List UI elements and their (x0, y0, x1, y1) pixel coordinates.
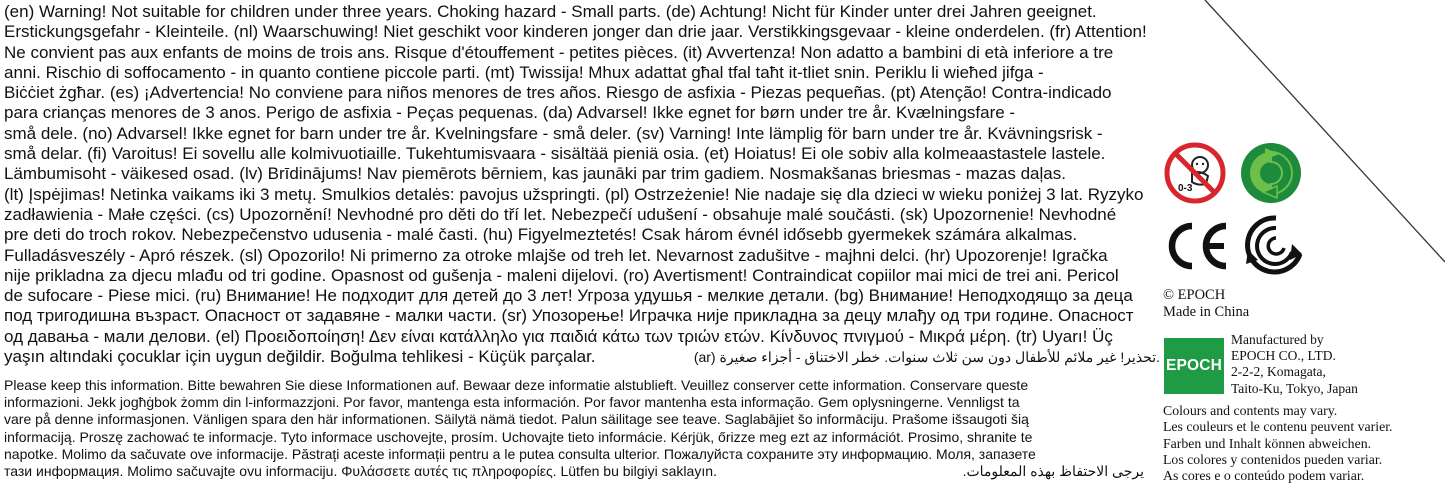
keep-line: Please keep this information. Bitte bewahren Sie diese Informationen auf. Bewaar deze informatie alstublieft. Veuillez conserver cette information. Conservare queste (4, 377, 1029, 393)
warning-line: Lämbumisoht - väikesed osad. (lv) Brīdinājums! Nav piemērots bērniem, kas jaunāki par trim gadiem. Nosmakšanas briesmas - mazas daļas. (4, 164, 1066, 184)
warning-line: (en) Warning! Not suitable for children under three years. Choking hazard - Small parts. (de) Achtung! Nicht für Kinder unter drei Jahren geeignet. (4, 2, 1097, 21)
ce-mark-text: CE (1162, 220, 1164, 221)
warning-line: Erstickungsgefahr - Kleinteile. (nl) Waarschuwing! Niet geschikt voor kinderen jonger dan drie jaar. Verstikkingsgevaar - kleine onderdelen. (fr) Attention! (4, 22, 1147, 42)
warning-line: para crianças menores de 3 anos. Perigo de asfixia - Peças pequenas. (da) Advarsel! Ikke egnet for børn under tre år. Kvælningsfare - (4, 103, 1016, 123)
warning-line: anni. Rischio di soffocamento - in quanto contiene piccole parti. (mt) Twissija! Mhux adattat għal tfal taħt it-tliet snin. Periklu li wieħed jifga - (4, 62, 1044, 82)
keep-line: тази информация. Molimo sačuvajte ovu informaciju. Φυλάσσετε αυτές τις πληροφορίες. Lütfen bu bilgiyi saklayın. (4, 462, 717, 479)
warning-line: (lt) Įspėjimas! Netinka vaikams iki 3 metų. Smulkios detalės: pavojus užspringti. (pl) Ostrzeżenie! Nie nadaje się dla dzieci w wieku poniżej 3 lat. Ryzyko (4, 184, 1144, 204)
manufacturer-line: Taito-Ku, Tokyo, Japan (1231, 380, 1358, 396)
manufacturer-line: 2-2-2, Komagata, (1231, 364, 1326, 380)
disclaimer-line: Los colores y contenidos pueden variar. (1163, 451, 1383, 467)
warning-line: nije prikladna za djecu mlađu od tri godine. Opasnost od gušenja - maleni dijelovi. (ro) Avertisment! Contraindicat copiilor mai mici de trei ani. Pericol (4, 265, 1119, 285)
ce-mark-icon (1162, 220, 1234, 272)
warning-arabic: (ar) تحذير! غير ملائم للأطفال دون سن ثلاث سنوات. خطر الاختناق - أجزاء صغيرة. (693, 349, 1160, 366)
warning-line: zadławienia - Małe części. (cs) Upozornění! Nevhodné pro děti do tří let. Nebezpečí udušení - obsahuje malé součásti. (sk) Upozornenie! Nevhodné (4, 204, 1117, 224)
green-dot-recycling-icon (1238, 140, 1304, 206)
warning-line: små delar. (fi) Varoitus! Ei sovellu alle kolmivuotiaille. Tukehtumisvaara - sisältää pieniä osia. (et) Hoiatus! Ei ole sobiv alla kolmeaastastele lastele. (4, 144, 1106, 164)
keep-line: informazioni. Jekk jogħġbok żomm din l-informazzjoni. Por favor, mantenga esta información. Por favor mantenha esta informação. Gem oplysningerne. Vennligst ta (4, 394, 1020, 411)
keep-line-last (4, 463, 1154, 480)
made-in-text: Made in China (1163, 304, 1250, 320)
warning-line: Fulladásveszély - Apró részek. (sl) Opozorilo! Ni primerno za otroke mlajše od treh let. Nevarnost zadušitve - majhni delci. (hr) Upozorenje! Igračka (4, 245, 1108, 265)
disclaimer-line: Les couleurs et le contenu peuvent varier. (1163, 419, 1393, 435)
right-info-panel (1160, 0, 1445, 487)
warning-line: de sufocare - Piese mici. (ru) Внимание! Не подходит для детей до 3 лет! Угроза удушья - мелкие детали. (bg) Внимание! Неподходящо за деца (4, 286, 1133, 306)
age-range-label: 0-3 (1178, 183, 1193, 194)
warning-line: под тригодишна възраст. Опасност от задавяне - малки части. (sr) Упозорење! Играчка није прикладна за децу млађу од три године. Опасност (4, 306, 1134, 326)
disclaimer-line: Colours and contents may vary. (1163, 403, 1338, 418)
manufacturer-line: EPOCH CO., LTD. (1231, 348, 1336, 364)
no-under-3-icon (1162, 140, 1228, 206)
disclaimer-line: Farben und Inhalt können abweichen. (1163, 435, 1372, 451)
disclaimer-line: As cores e o conteúdo podem variar. (1163, 468, 1365, 484)
warning-line: små dele. (no) Advarsel! Ikke egnet for barn under tre år. Kvelningsfare - små deler. (sv) Varning! Inte lämplig för barn under tre år. Kvävningsrisk - (4, 123, 1103, 143)
keep-arabic: يرجى الاحتفاظ بهذه المعلومات. (962, 462, 1144, 479)
epoch-logo-text: EPOCH (1165, 357, 1223, 374)
recycling-swirl-icon (1242, 214, 1304, 276)
keep-line: vare på denne informasjonen. Vänligen spara den här informationen. Säilytä nämä tiedot. Palun säilitage see teave. Saglabājiet šo informāciju. Prašome išsaugoti šią (4, 411, 1029, 428)
copyright-text: © EPOCH (1163, 287, 1226, 303)
manufacturer-line: Manufactured by (1231, 332, 1324, 347)
warning-line-last (4, 347, 1160, 367)
warning-turkish-end: yaşın altındaki çocuklar için uygun değildir. Boğulma tehlikesi - Küçük parçalar. (4, 347, 596, 367)
choking-hazard-warning (4, 2, 1160, 367)
keep-information-notice (4, 377, 1154, 480)
warning-line: pre deti do troch rokov. Nebezpečenstvo udusenia - malé časti. (hu) Figyelmeztetés! Csak három évnél idősebb gyermekek számára alkalmas. (4, 225, 1078, 245)
warning-line: Ne convient pas aux enfants de moins de trois ans. Risque d'étouffement - petites pièces. (it) Avvertenza! Non adatto a bambini di età inferiore a tre (4, 42, 1114, 62)
colours-disclaimer (1163, 403, 1392, 484)
warning-line: од давања - мали делови. (el) Προειδοποίηση! Δεν είναι κατάλληλο για παιδιά κάτω των τριών ετών. Κίνδυνος πνιγμού - Μικρά μέρη. (tr) Uyarı! Üç (4, 326, 1113, 346)
epoch-logo (1164, 338, 1224, 394)
warning-line: Biċċiet żgħar. (es) ¡Advertencia! No conviene para niños menores de tres años. Riesgo de asfixia - Piezas pequeñas. (pt) Atenção! Contra-indicado (4, 83, 1112, 103)
keep-line: informaciją. Proszę zachować te informacje. Tyto informace uschovejte, prosím. Uchovajte tieto informácie. Kérjük, őrizze meg ezt az információt. Prosimo, shranite te (4, 428, 1033, 445)
manufacturer-info (1231, 332, 1358, 397)
keep-line: napotke. Molimo da sačuvate ove informacije. Păstrați aceste informații pentru a le putea consulta ulterior. Пожалуйста сохраните эту информацию. Моля, запазете (4, 445, 1036, 462)
